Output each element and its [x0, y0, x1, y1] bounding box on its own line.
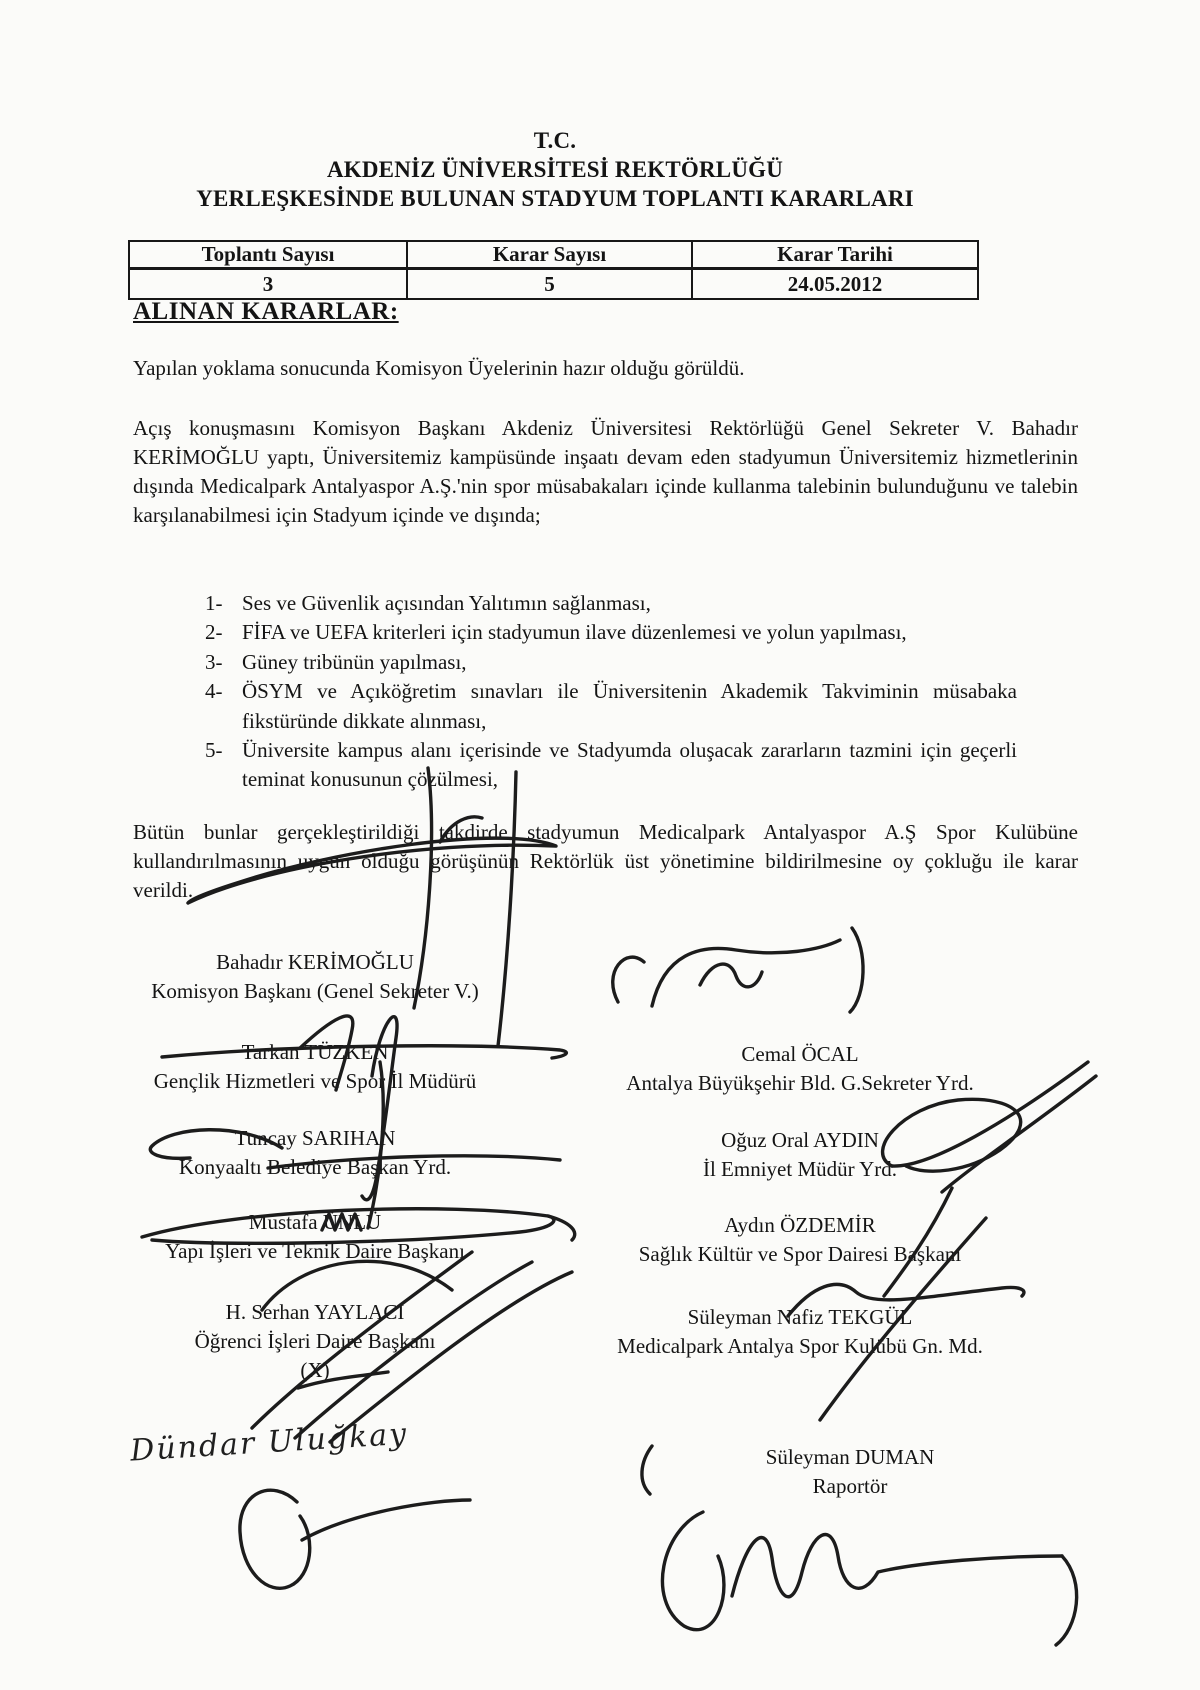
- header-subject: YERLEŞKESİNDE BULUNAN STADYUM TOPLANTI KARARLARI: [196, 186, 914, 211]
- decision-number: 2-: [205, 620, 223, 645]
- signature-ink-ocal: [850, 928, 863, 1012]
- signatory-title: Antalya Büyükşehir Bld. G.Sekreter Yrd.: [626, 1071, 974, 1095]
- handwritten-note: Dündar Uluğkay: [129, 1416, 409, 1469]
- signature-block-ocal: [560, 1040, 1040, 1098]
- decision-item-2: [205, 618, 1017, 647]
- decision-item-1: [205, 589, 1017, 618]
- signatory-name: H. Serhan YAYLACI: [225, 1300, 405, 1324]
- signatory-name: Oğuz Oral AYDIN: [721, 1128, 879, 1152]
- signatory-name: Cemal ÖCAL: [741, 1042, 859, 1066]
- header-organization: AKDENİZ ÜNİVERSİTESİ REKTÖRLÜĞÜ: [326, 157, 784, 182]
- signature-ink-handwritten: [302, 1500, 470, 1540]
- signatory-title: Raportör: [812, 1474, 888, 1498]
- signatory-title: İl Emniyet Müdür Yrd.: [702, 1157, 898, 1181]
- paragraph-conclusion: Bütün bunlar gerçekleştirildiği takdirde stadyumun Medicalpark Antalyaspor A.Ş Spor Kulübüne kullandırılmasının uygun olduğu görüşünün Rektörlük üst yönetimine bildirilmesine oy çokluğu ile karar verildi.: [133, 820, 1078, 902]
- signatory-name: Mustafa ÜNLÜ: [248, 1210, 382, 1234]
- signature-ink-duman: [732, 1535, 1062, 1597]
- info-table-header-decision-no: Karar Sayısı: [407, 241, 692, 269]
- signature-block-tuzken: [120, 1038, 510, 1096]
- signature-block-tekgul: [560, 1303, 1040, 1361]
- signature-block-kerimoglu: [120, 948, 510, 1006]
- info-table-value-meeting-no: 3: [129, 269, 407, 300]
- signatory-title: Konyaaltı Belediye Başkan Yrd.: [178, 1155, 452, 1179]
- decision-item-3: [205, 648, 1017, 677]
- signature-ink-duman: [662, 1512, 723, 1630]
- info-table-header-decision-date: Karar Tarihi: [692, 241, 978, 269]
- info-table: [128, 240, 979, 300]
- info-table-header-meeting-no: Toplantı Sayısı: [129, 241, 407, 269]
- signatory-title: Sağlık Kültür ve Spor Dairesi Başkanı: [638, 1242, 962, 1266]
- signature-block-unlu: [120, 1208, 510, 1266]
- signature-ink-duman: [1056, 1556, 1077, 1645]
- signatory-name: Tuncay SARIHAN: [234, 1126, 396, 1150]
- decision-text: Güney tribünün yapılması,: [242, 649, 467, 674]
- decision-text: Üniversite kampus alanı içerisinde ve Stadyumda oluşacak zararların tazmini için geçerli teminat konusunun çözülmesi,: [242, 738, 1017, 792]
- decision-item-5: [205, 736, 1017, 795]
- signatory-footnote-mark: (X): [300, 1358, 330, 1382]
- signature-block-sarihan: [120, 1124, 510, 1182]
- signatory-title: Öğrenci İşleri Daire Başkanı: [194, 1329, 436, 1353]
- signatory-name: Aydın ÖZDEMİR: [724, 1213, 876, 1237]
- signature-block-yaylaci: [120, 1298, 510, 1385]
- signature-block-duman: [620, 1443, 1080, 1501]
- paragraph-opening: Açış konuşmasını Komisyon Başkanı Akdeniz Üniversitesi Rektörlüğü Genel Sekreter V. Bahadır KERİMOĞLU yaptı, Üniversitemiz kampüsünde inşaatı devam eden stadyumun Üniversitemiz hizmetlerinin dışında Medicalpark Antalyaspor A.Ş.'nin spor müsabakaları içinde kullanma talebinin bulunduğunu ve talebin karşılanabilmesi için Stadyum içinde ve dışında;: [133, 416, 1078, 527]
- signature-ink-handwritten: [240, 1490, 310, 1588]
- decision-number: 1-: [205, 591, 223, 615]
- signatory-title: Medicalpark Antalya Spor Kulübü Gn. Md.: [617, 1334, 983, 1358]
- signatory-name: Süleyman Nafiz TEKGÜL: [687, 1305, 913, 1329]
- signatory-name: Süleyman DUMAN: [765, 1445, 935, 1469]
- signatory-name: Bahadır KERİMOĞLU: [216, 950, 414, 974]
- info-table-value-row: [129, 269, 978, 300]
- decision-number: 4-: [205, 679, 223, 704]
- decision-item-4: [205, 677, 1017, 736]
- header-republic: T.C.: [533, 128, 577, 153]
- signatory-title: Komisyon Başkanı (Genel Sekreter V.): [151, 979, 479, 1003]
- info-table-value-decision-date: 24.05.2012: [692, 269, 978, 300]
- document-header: [0, 126, 1110, 213]
- signature-ink-ocal: [700, 964, 762, 987]
- signature-ink-ocal: [613, 957, 644, 1002]
- signature-block-aydin: [560, 1126, 1040, 1184]
- decision-text: Ses ve Güvenlik açısından Yalıtımın sağlanması,: [242, 591, 651, 615]
- decision-list: [205, 589, 1017, 795]
- signature-block-ozdemir: [560, 1211, 1040, 1269]
- signature-ink-ocal: [652, 940, 840, 1006]
- decision-number: 3-: [205, 649, 223, 674]
- decision-number: 5-: [205, 738, 223, 763]
- info-table-header-row: [129, 241, 978, 269]
- signatory-title: Gençlik Hizmetleri ve Spor İl Müdürü: [153, 1069, 477, 1093]
- signatory-title: Yapı İşleri ve Teknik Daire Başkanı: [165, 1239, 465, 1263]
- section-title: ALINAN KARARLAR:: [133, 298, 399, 325]
- decision-text: FİFA ve UEFA kriterleri için stadyumun ilave düzenlemesi ve yolun yapılması,: [242, 620, 907, 645]
- paragraph-attendance: Yapılan yoklama sonucunda Komisyon Üyelerinin hazır olduğu görüldü.: [133, 356, 745, 380]
- decision-text: ÖSYM ve Açıköğretim sınavları ile Üniversitenin Akademik Takviminin müsabaka fikstüründe dikkate alınması,: [242, 679, 1017, 733]
- signatory-name: Tarkan TÜZKEN: [241, 1040, 389, 1064]
- info-table-value-decision-no: 5: [407, 269, 692, 300]
